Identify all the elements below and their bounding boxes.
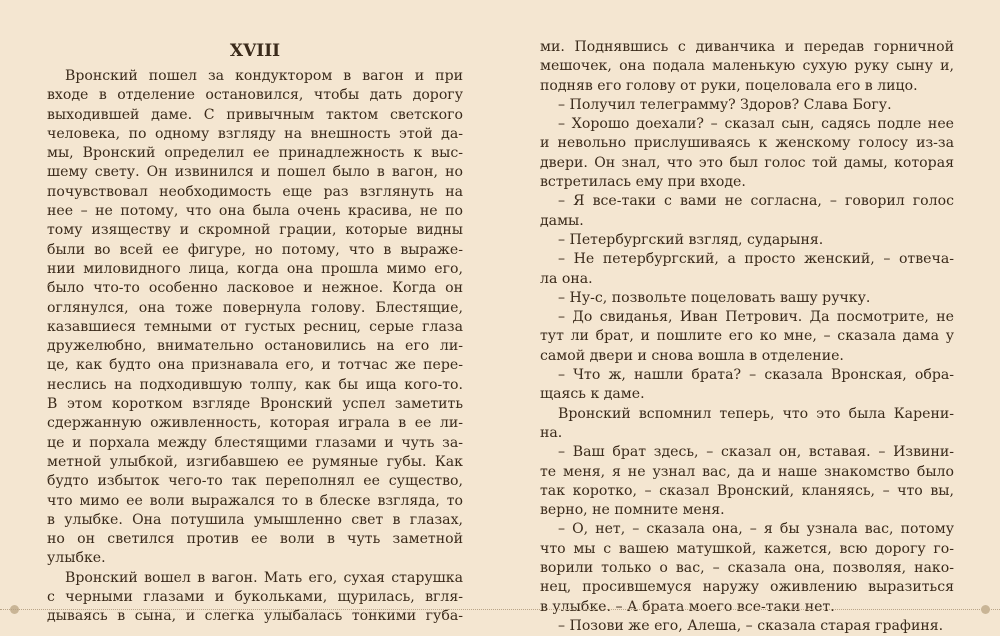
text-line: – До свиданья, Иван Петрович. Да посмотрите, не xyxy=(558,309,954,326)
text-line: нец, просившемуся наружу оживлению выразиться xyxy=(540,579,954,596)
text-line: – Позови же его, Алеша, – сказала старая графиня. xyxy=(558,617,944,634)
right-page xyxy=(540,38,954,636)
text-line: тут ли брат, и пошлите его ко мне, – сказала дама у xyxy=(540,328,954,345)
text-line: тому изяществу и скромной грации, которые видны xyxy=(47,222,463,239)
text-line: встретилась ему при входе. xyxy=(540,174,746,191)
text-line: мы, Вронский определил ее принадлежность к выс- xyxy=(47,145,463,162)
text-line: ми. Поднявшись с диванчика и передав горничной xyxy=(540,39,954,55)
left-page-text xyxy=(47,67,463,627)
text-line: самой двери и снова вошла в отделение. xyxy=(540,347,844,364)
text-line: – Петербургский взгляд, сударыня. xyxy=(558,231,824,248)
text-line: ла она. xyxy=(540,270,593,287)
text-line: мешочек, она подала маленькую сухую руку сыну и, xyxy=(540,58,954,75)
page-rule-right-cap xyxy=(981,605,990,614)
text-line: ворили только о вас, – сказала она, позволяя, нако- xyxy=(540,560,954,577)
text-line: казавшиеся темными от густых ресниц, серые глаза xyxy=(47,318,463,335)
text-line: шему свету. Он извинился и пошел было в вагон, но xyxy=(47,164,463,181)
text-line: в улыбке. Она потушила умышленно свет в глазах, xyxy=(47,511,463,528)
text-line: дружелюбно, внимательно остановились на его ли- xyxy=(47,338,463,355)
right-page-text xyxy=(540,38,954,636)
text-line: в улыбке. – А брата моего все-таки нет. xyxy=(540,598,835,615)
text-line: так коротко, – сказал Вронский, кланяясь, – что вы, xyxy=(540,482,954,499)
text-line: – Я все-таки с вами не согласна, – говорил голос xyxy=(558,193,954,210)
text-line: дываясь в сына, и слегка улыбалась тонкими губа- xyxy=(47,608,463,625)
text-line: двери. Он знал, что это был голос той дамы, которая xyxy=(540,154,954,171)
text-line: це и порхала между блестящими глазами и чуть за- xyxy=(47,434,463,451)
text-line: человека, по одному взгляду на внешность этой да- xyxy=(47,125,463,142)
text-line: – О, нет, – сказала она, – я бы узнала вас, потому xyxy=(558,521,954,538)
text-line: были во всей ее фигуре, но потому, что в выраже- xyxy=(47,241,463,258)
text-line: будто избыток чего-то так переполнял ее существо, xyxy=(47,473,463,490)
text-line: и невольно прислушиваясь к женскому голосу из-за xyxy=(540,135,954,152)
text-line: сдержанную оживленность, которая играла в ее ли- xyxy=(47,415,463,432)
text-line: входе в отделение остановился, чтобы дать дорогу xyxy=(47,87,463,104)
text-line: на. xyxy=(540,424,563,441)
text-line: нее – не потому, что она была очень красива, не по xyxy=(47,203,463,220)
page-bottom-rule xyxy=(0,609,1000,610)
text-line: Вронский пошел за кондуктором в вагон и при xyxy=(65,68,463,84)
text-line: метной улыбкой, изгибавшею ее румяные губы. Как xyxy=(47,453,463,470)
text-line: це, как будто она признавала его, и тотчас же пере- xyxy=(47,357,463,374)
text-line: неслись на подходившую толпу, как бы ища кого-то. xyxy=(47,376,463,393)
text-line: – Хорошо доехали? – сказал сын, садясь подле нее xyxy=(558,116,954,133)
chapter-title: XVIII xyxy=(229,41,281,61)
text-line: оглянулся, она тоже повернула голову. Блестящие, xyxy=(47,299,463,316)
text-line: с черными глазами и букольками, щурилась, вгля- xyxy=(47,589,463,606)
text-line: почувствовал необходимость еще раз взглянуть на xyxy=(47,183,463,200)
text-line: – Получил телеграмму? Здоров? Слава Богу. xyxy=(558,96,892,113)
left-page xyxy=(47,40,463,627)
text-line: щаясь к даме. xyxy=(540,386,645,403)
text-line: дамы. xyxy=(540,212,584,229)
text-line: Вронский вошел в вагон. Мать его, сухая старушка xyxy=(65,569,463,586)
text-line: – Не петербургский, а просто женский, – отвеча- xyxy=(558,251,954,268)
text-line: улыбке. xyxy=(47,550,106,567)
text-line: нии миловидного лица, когда она прошла мимо его, xyxy=(47,260,463,277)
text-line: верно, не помните меня. xyxy=(540,502,725,519)
text-line: – Ну-с, позвольте поцеловать вашу ручку. xyxy=(558,289,871,306)
text-line: те меня, я не узнал вас, да и наше знакомство было xyxy=(540,463,954,480)
text-line: выходившей даме. С привычным тактом светского xyxy=(47,106,463,123)
text-line: но он светился против ее воли в чуть заметной xyxy=(47,531,463,548)
text-line: что мы с вашею матушкой, кажется, всю дорогу го- xyxy=(540,540,954,557)
text-line: – Ваш брат здесь, – сказал он, вставая. – Извини- xyxy=(558,444,954,461)
text-line: подняв его голову от руки, поцеловала его в лицо. xyxy=(540,77,918,94)
text-line: В этом коротком взгляде Вронский успел заметить xyxy=(47,396,463,413)
text-line: Вронский вспомнил теперь, что это была Карени- xyxy=(558,405,954,422)
text-line: – Что ж, нашли брата? – сказала Вронская, обра- xyxy=(558,367,954,384)
text-line: было что-то особенно ласковое и нежное. Когда он xyxy=(47,280,463,297)
text-line: что мимо ее воли выражался то в блеске взгляда, то xyxy=(47,492,463,509)
